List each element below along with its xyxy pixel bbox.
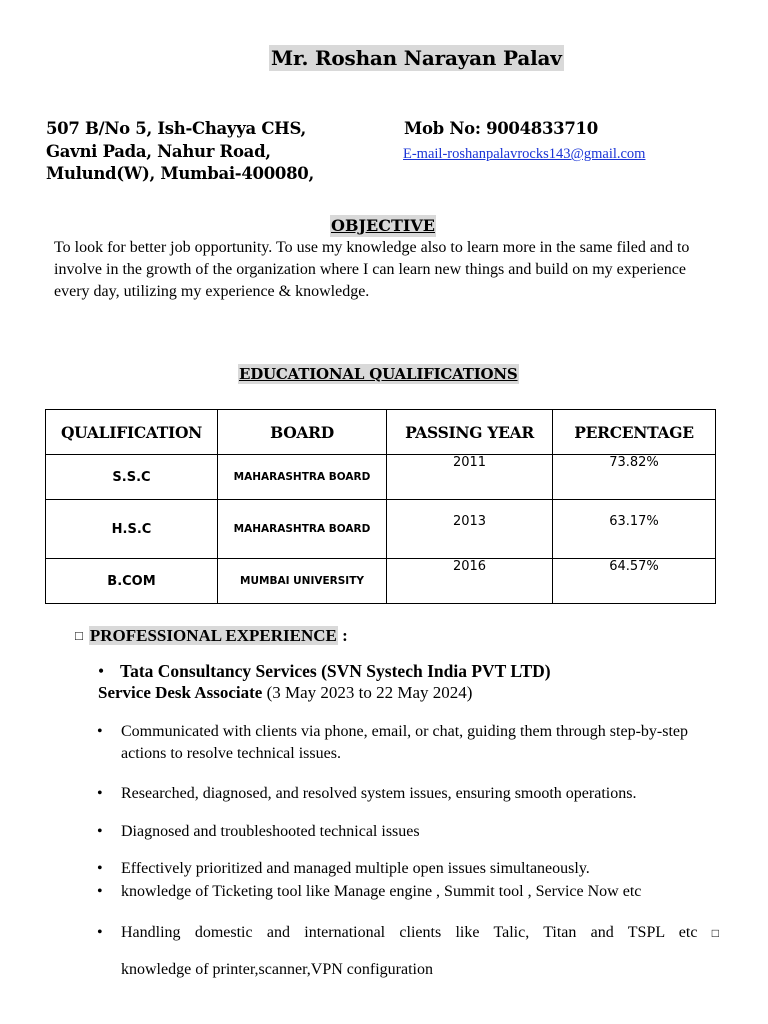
address-line-3: Mulund(W), Mumbai-400080, bbox=[46, 164, 314, 183]
objective-text: To look for better job opportunity. To use my knowledge also to learn more in the same filed and to involve in the growth of the organization where I can learn new things and build on my experience every day, utilizing my experience & knowledge. bbox=[54, 239, 690, 300]
bullet-text: Diagnosed and troubleshooted technical issues bbox=[121, 823, 420, 840]
company-line bbox=[98, 660, 551, 682]
table-row bbox=[46, 559, 716, 604]
candidate-name: Mr. Roshan Narayan Palav bbox=[271, 46, 562, 70]
list-item bbox=[97, 881, 719, 903]
qualification-cell: H.S.C bbox=[46, 500, 218, 559]
email-link[interactable]: E-mail-roshanpalavrocks143@gmail.com bbox=[403, 146, 646, 162]
column-header-qualification: QUALIFICATION bbox=[46, 410, 218, 455]
address-line-1: 507 B/No 5, Ish-Chayya CHS, bbox=[46, 119, 306, 138]
bullet-icon: • bbox=[97, 823, 103, 840]
company-name: Tata Consultancy Services (SVN Systech India PVT LTD) bbox=[120, 661, 551, 681]
list-item-continuation bbox=[97, 959, 719, 981]
bullet-text: knowledge of printer,scanner,VPN configuration bbox=[121, 961, 433, 978]
list-item bbox=[97, 721, 719, 765]
percentage-cell: 63.17% bbox=[553, 500, 716, 559]
checkbox-glyph-icon: □ bbox=[75, 628, 83, 643]
experience-heading-line bbox=[75, 625, 348, 647]
role-title: Service Desk Associate bbox=[98, 683, 263, 702]
bullet-icon: • bbox=[97, 883, 103, 900]
column-header-percentage: PERCENTAGE bbox=[553, 410, 716, 455]
mobile-number: Mob No: 9004833710 bbox=[404, 119, 598, 138]
year-cell: 2011 bbox=[387, 455, 553, 500]
role-period: (3 May 2023 to 22 May 2024) bbox=[262, 683, 473, 702]
role-line bbox=[98, 682, 472, 704]
bullet-icon: • bbox=[97, 723, 103, 740]
bullet-text: Researched, diagnosed, and resolved system issues, ensuring smooth operations. bbox=[121, 785, 637, 802]
experience-heading: PROFESSIONAL EXPERIENCE bbox=[89, 626, 337, 645]
list-item bbox=[97, 783, 719, 805]
bullet-text: Communicated with clients via phone, email, or chat, guiding them through step-by-step actions to resolve technical issues. bbox=[121, 723, 688, 762]
bullet-text: Effectively prioritized and managed multiple open issues simultaneously. bbox=[121, 860, 590, 877]
bullet-icon: • bbox=[98, 661, 105, 681]
address-line-2: Gavni Pada, Nahur Road, bbox=[46, 141, 271, 161]
list-item bbox=[97, 922, 719, 944]
qualification-cell: S.S.C bbox=[46, 455, 218, 500]
percentage-cell: 64.57% bbox=[553, 559, 716, 604]
bullet-text bbox=[121, 922, 719, 944]
bullet-icon: • bbox=[97, 924, 103, 941]
checkbox-glyph-icon: □ bbox=[711, 926, 720, 940]
table-row bbox=[46, 500, 716, 559]
board-cell: MAHARASHTRA BOARD bbox=[218, 500, 387, 559]
bullet-icon: • bbox=[97, 860, 103, 877]
table-row bbox=[46, 455, 716, 500]
qualification-cell: B.COM bbox=[46, 559, 218, 604]
bullet-text: knowledge of Ticketing tool like Manage engine , Summit tool , Service Now etc bbox=[121, 883, 642, 900]
objective-heading: OBJECTIVE bbox=[331, 216, 435, 235]
board-cell: MUMBAI UNIVERSITY bbox=[218, 559, 387, 604]
table-header-row bbox=[46, 410, 716, 455]
address-block bbox=[46, 118, 314, 186]
education-table bbox=[45, 409, 716, 604]
education-heading: EDUCATIONAL QUALIFICATIONS bbox=[239, 365, 518, 383]
experience-heading-colon: : bbox=[337, 626, 348, 645]
bullet-text-line: Handling domestic and international clients like Talic, Titan and TSPL etc bbox=[121, 924, 698, 941]
list-item bbox=[97, 821, 719, 843]
percentage-cell: 73.82% bbox=[553, 455, 716, 500]
year-cell: 2013 bbox=[387, 500, 553, 559]
year-cell: 2016 bbox=[387, 559, 553, 604]
bullet-icon: • bbox=[97, 785, 103, 802]
board-cell: MAHARASHTRA BOARD bbox=[218, 455, 387, 500]
list-item bbox=[97, 858, 719, 880]
column-header-board: BOARD bbox=[218, 410, 387, 455]
column-header-passing-year: PASSING YEAR bbox=[387, 410, 553, 455]
